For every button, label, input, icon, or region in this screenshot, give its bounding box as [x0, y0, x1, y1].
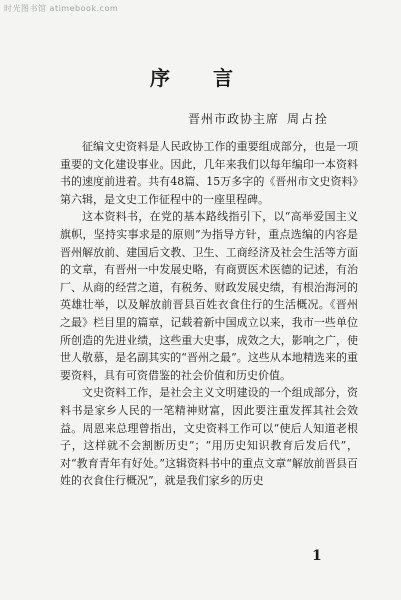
paragraph: 征编文史资料是人民政协工作的重要组成部分，也是一项重要的文化建设事业。因此，几年来我们以每年编印一本资料书的速度前进着。共有48篇、15万多字的《晋州市文史资料》第六辑，是文史工作征程中的一座里程碑。 [60, 140, 358, 206]
paragraph: 这本资料书，在党的基本路线指引下，以“高举爱国主义旗帜，坚持实事求是的原则”为指导方针，重点选编的内容是晋州解放前、建国后文教、卫生、工商经济及社会生活等方面的文章，有晋州一中发展史略，有商贾医术医德的记述，有治厂、从商的经营之道，有税务、财政发展史绩，有根治海河的英雄壮举，以及解放前晋县百姓衣食住行的生活概况。《晋州之最》栏目里的篇章，记载着新中国成立以来，我市一些单位所创造的先进业绩，这些重大史事，成效之大，影响之广，使世人敬慕，是名副其实的“晋州之最”。这些从本地精选来的重要资料，具有可资借鉴的社会价值和历史价值。 [60, 210, 358, 382]
byline-name: 周占拴 [287, 112, 330, 126]
body-text [60, 138, 358, 490]
page-number: 1 [312, 548, 322, 564]
byline-role: 晋州市政协主席 [188, 112, 280, 126]
byline [188, 110, 329, 127]
watermark-text: 时光图书馆 atimebook.com [4, 4, 119, 13]
page-title: 序 言 [150, 66, 251, 90]
paragraph: 文史资料工作，是社会主义文明建设的一个组成部分，资料书是家乡人民的一笔精神财富，因此要注重发挥其社会效益。周恩来总理曾指出，文史资料工作可以“使后人知道老根子，这样就不会割断历史”；“用历史知识教育后发后代”，对“教育青年有好处。”这辑资料书中的重点文章“解放前晋县百姓的衣食住行概况”，就是我们家乡的历史 [60, 386, 358, 488]
